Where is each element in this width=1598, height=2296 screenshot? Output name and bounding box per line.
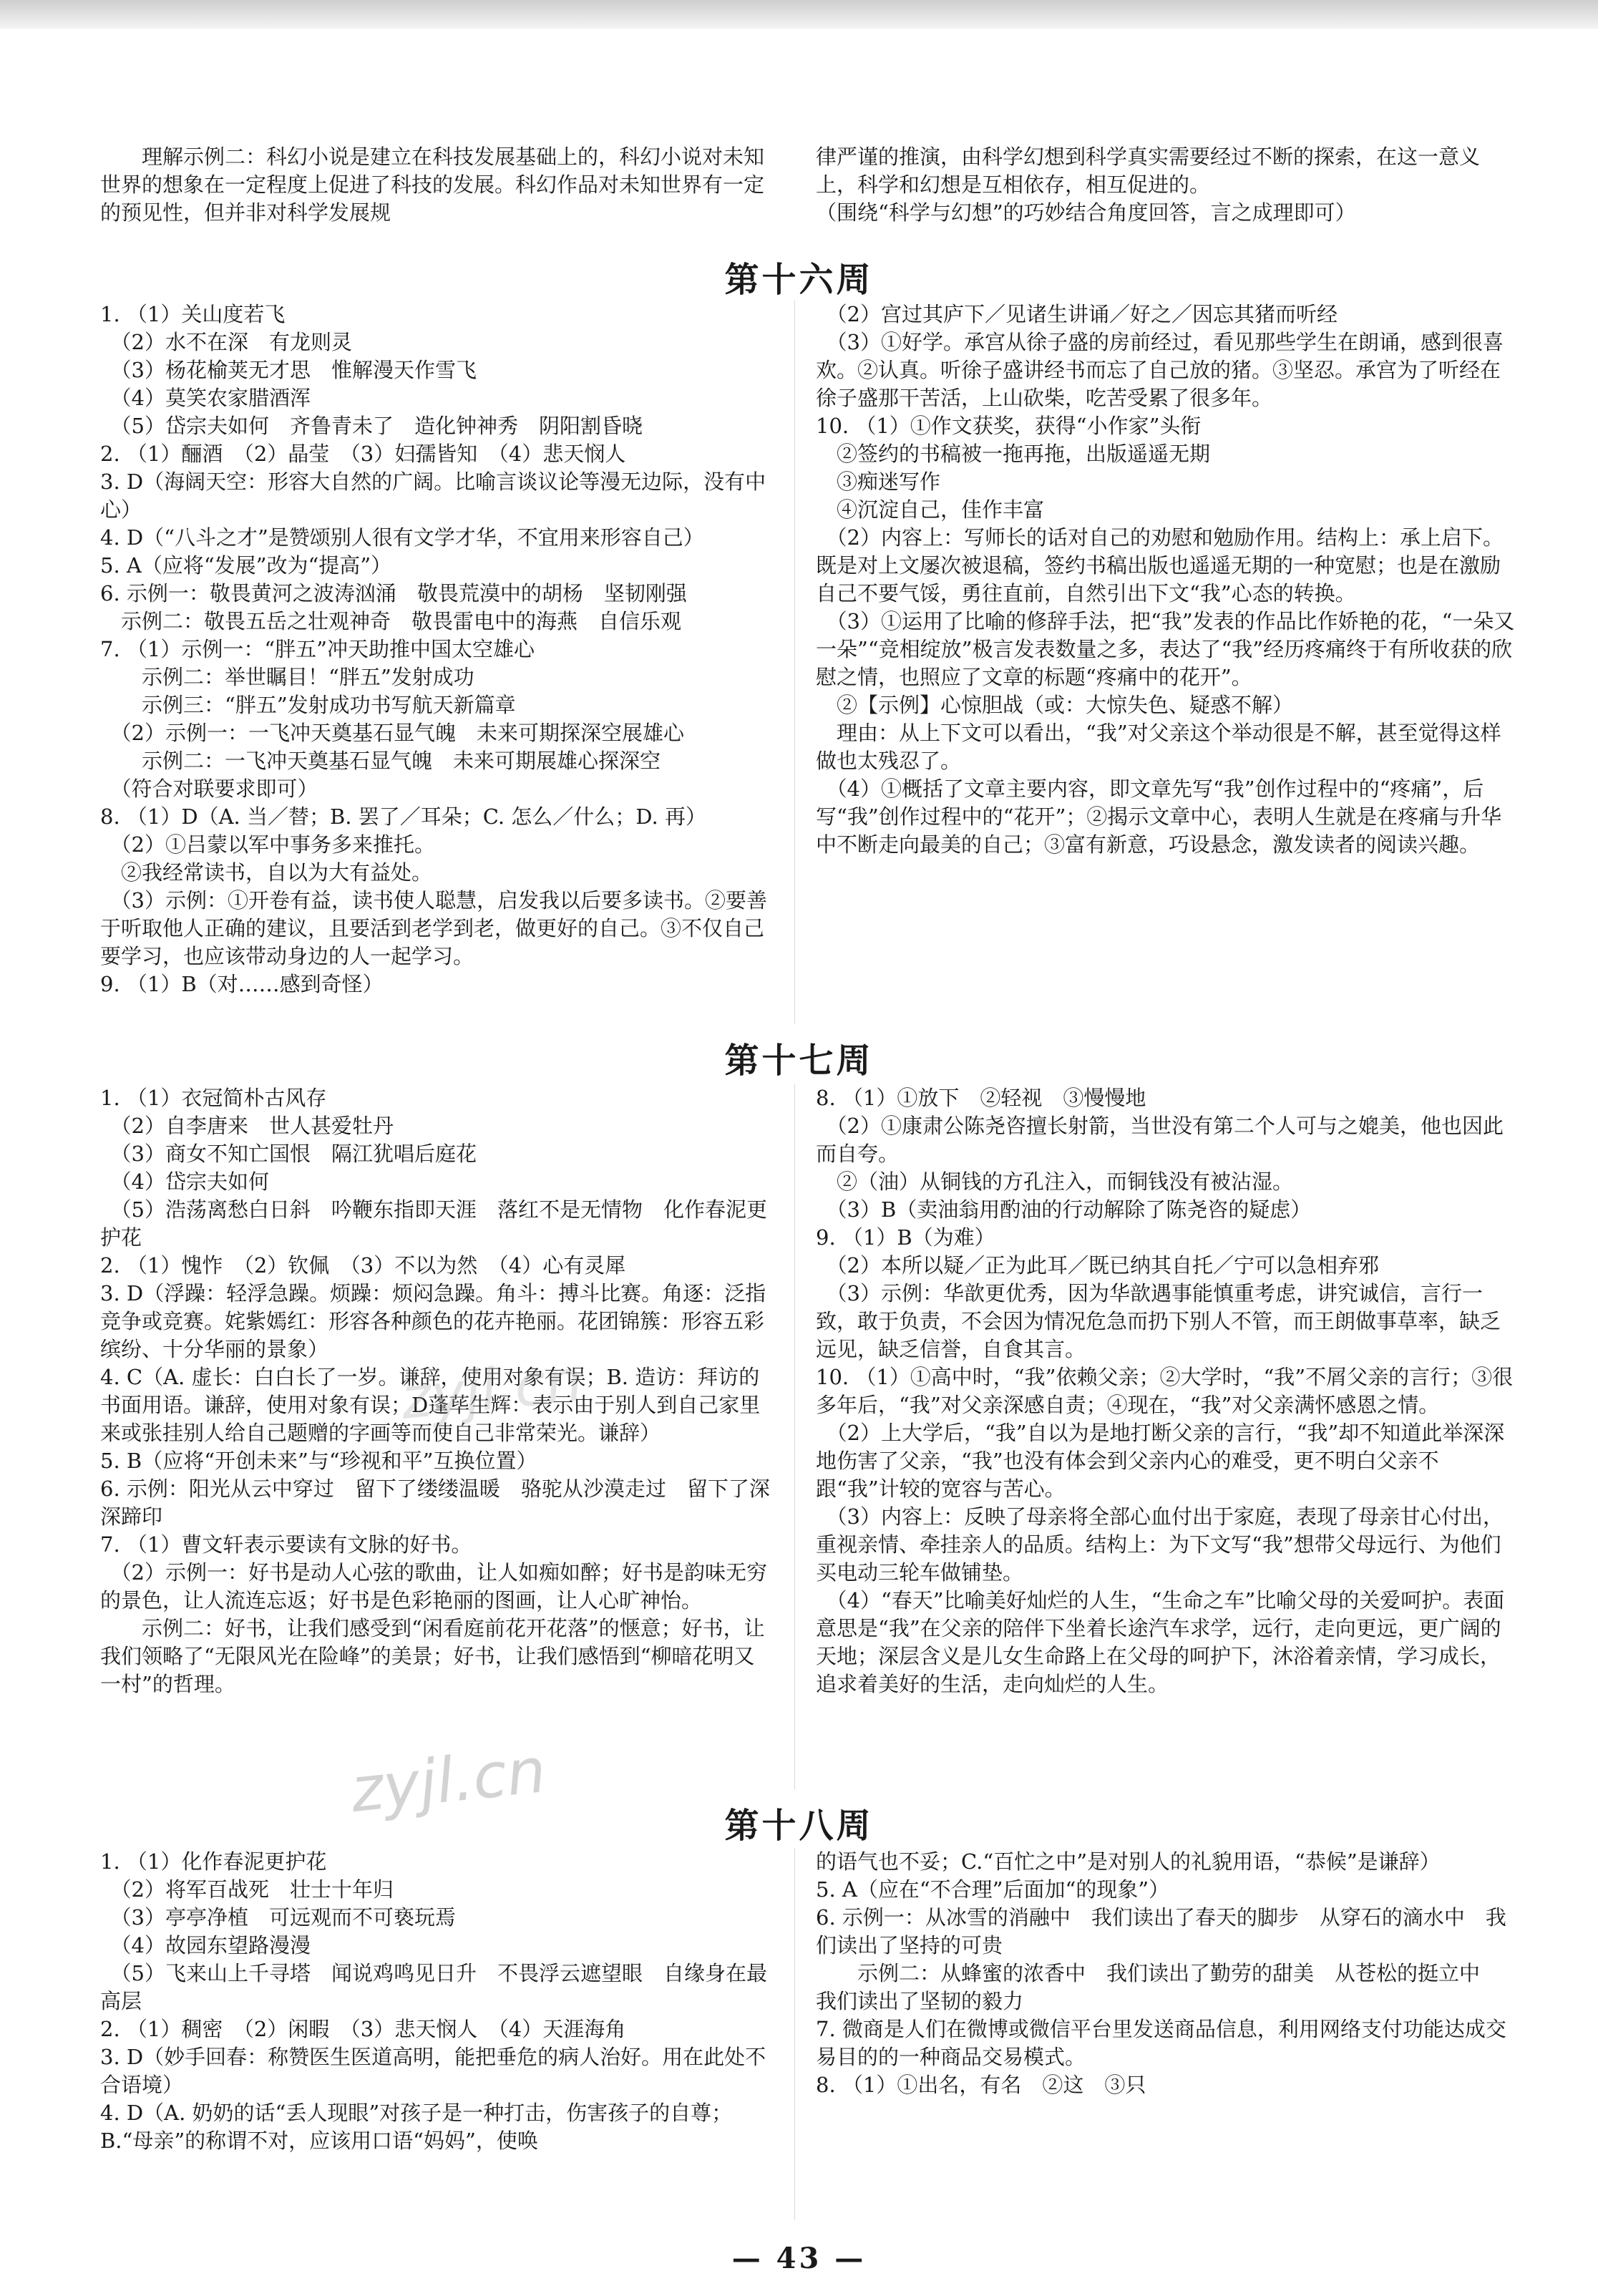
answer-line: （3）杨花榆荚无才思 惟解漫天作雪飞 xyxy=(100,358,477,382)
answer-line: 8. （1）①出名，有名 ②这 ③只 xyxy=(816,2073,1146,2097)
answer-line: （4）莫笑农家腊酒浑 xyxy=(100,386,311,410)
week18-right-column xyxy=(816,1848,1517,2220)
answer-line: （5）岱宗夫如何 齐鲁青未了 造化钟神秀 阴阳割昏晓 xyxy=(100,414,643,438)
answer-line: 示例二：举世瞩目！“胖五”发射成功 xyxy=(100,665,474,689)
week17-right-column xyxy=(816,1084,1517,1793)
column-divider xyxy=(794,1848,795,2220)
answer-line: 3. D（浮躁：轻浮急躁。烦躁：烦闷急躁。角斗：搏斗比赛。角逐：泛指竞争或竞赛。姹紫嫣红：形容各种颜色的花卉艳丽。花团锦簇：形容五彩缤纷、十分华丽的景象） xyxy=(100,1281,766,1361)
answer-line: 2. （1）愧怍 （2）钦佩 （3）不以为然 （4）心有灵犀 xyxy=(100,1253,626,1278)
answer-line: （2）示例一：好书是动人心弦的歌曲，让人如痴如醉；好书是韵味无穷的景色，让人流连忘返；好书是色彩艳丽的图画，让人心旷神怡。 xyxy=(100,1560,767,1612)
answer-line: 理解示例二：科幻小说是建立在科技发展基础上的，科幻小说对未知世界的想象在一定程度上促进了科技的发展。科幻作品对未知世界有一定的预见性，但并非对科学发展规 xyxy=(100,145,765,225)
scan-top-band xyxy=(0,0,1598,29)
answer-line: 示例二：一飞冲天奠基石显气魄 未来可期展雄心探深空 xyxy=(100,749,661,773)
answer-line: ②（油）从铜钱的方孔注入，而铜钱没有被沾湿。 xyxy=(816,1169,1294,1194)
answer-line: 10. （1）①作文获奖，获得“小作家”头衔 xyxy=(816,414,1202,438)
answer-line: 示例三：“胖五”发射成功书写航天新篇章 xyxy=(100,693,516,717)
answer-line: （符合对联要求即可） xyxy=(100,777,318,801)
answer-line: 6. 示例一：敬畏黄河之波涛汹涌 敬畏荒漠中的胡杨 坚韧刚强 xyxy=(100,581,687,605)
answer-line: （2）自李唐来 世人甚爱牡丹 xyxy=(100,1114,394,1138)
watermark-text: zyjl.cn xyxy=(347,1735,550,1826)
week18-left-column xyxy=(100,1848,773,2220)
answer-line: 3. D（妙手回春：称赞医生医道高明，能把垂危的病人治好。用在此处不合语境） xyxy=(100,2045,766,2097)
answer-line: （2）将军百战死 壮士十年归 xyxy=(100,1877,394,1902)
answer-line: 4. D（“八斗之才”是赞颂别人很有文学才华，不宜用来形容自己） xyxy=(100,525,704,550)
answer-line: （2）示例一：一飞冲天奠基石显气魄 未来可期探深空展雄心 xyxy=(100,721,684,745)
intro-block xyxy=(100,143,1517,243)
answer-line: （3）商女不知亡国恨 隔江犹唱后庭花 xyxy=(100,1142,477,1166)
answer-line: 7. （1）示例一：“胖五”冲天助推中国太空雄心 xyxy=(100,637,535,661)
answer-line: 示例二：敬畏五岳之壮观神奇 敬畏雷电中的海燕 自信乐观 xyxy=(100,609,682,633)
answer-line: 8. （1）①放下 ②轻视 ③慢慢地 xyxy=(816,1086,1146,1110)
answer-line: 2. （1）酾酒 （2）晶莹 （3）妇孺皆知 （4）悲天悯人 xyxy=(100,442,626,466)
answer-line: （5）浩荡离愁白日斜 吟鞭东指即天涯 落红不是无情物 化作春泥更护花 xyxy=(100,1197,767,1250)
week17-left-column xyxy=(100,1084,773,1793)
answer-line: 1. （1）化作春泥更护花 xyxy=(100,1849,327,1874)
answer-line: （2）①吕蒙以军中事务多来推托。 xyxy=(100,832,435,857)
column-divider xyxy=(794,301,795,1023)
answer-line: （3）示例：华歆更优秀，因为华歆遇事能慎重考虑，讲究诚信，言行一致，敢于负责，不会因为情况危急而扔下别人不管，而王朗做事草率，缺乏远见，缺乏信誉，自食其言。 xyxy=(816,1281,1501,1361)
answer-line: 示例二：从蜂蜜的浓香中 我们读出了勤劳的甜美 从苍松的挺立中 我们读出了坚韧的毅力 xyxy=(816,1961,1501,2013)
answer-line: （2）水不在深 有龙则灵 xyxy=(100,330,352,354)
answer-line: （3）内容上：反映了母亲将全部心血付出于家庭，表现了母亲甘心付出，重视亲情、牵挂亲人的品质。结构上：为下文写“我”想带父母远行、为他们买电动三轮车做铺垫。 xyxy=(816,1504,1504,1585)
intro-left-column xyxy=(100,143,773,227)
answer-line: （3）①好学。承宫从徐子盛的房前经过，看见那些学生在朗诵，感到很喜欢。②认真。听徐子盛讲经书而忘了自己放的猪。③坚忍。承宫为了听经在徐子盛那干苦活，上山砍柴，吃苦受累了很多年。 xyxy=(816,330,1504,410)
section-title-week16: 第十六周 xyxy=(724,260,874,300)
answer-line: ②签约的书稿被一拖再拖，出版遥遥无期 xyxy=(816,442,1211,466)
answer-line: 6. 示例：阳光从云中穿过 留下了缕缕温暖 骆驼从沙漠走过 留下了深深蹄印 xyxy=(100,1477,770,1529)
section-title-week18: 第十八周 xyxy=(724,1806,874,1846)
answer-line: 理由：从上下文可以看出，“我”对父亲这个举动很是不解，甚至觉得这样做也太残忍了。 xyxy=(816,721,1501,773)
answer-line: 4. D（A. 奶奶的话“丢人现眼”对孩子是一种打击，伤害孩子的自尊；B.“母亲”的称谓不对，应该用口语“妈妈”，使唤 xyxy=(100,2101,733,2153)
answer-line: 5. A（应在“不合理”后面加“的现象”） xyxy=(816,1877,1170,1902)
answer-line: （4）岱宗夫如何 xyxy=(100,1169,269,1194)
answer-line: 4. C（A. 虚长：白白长了一岁。谦辞，使用对象有误；B. 造访：拜访的书面用语。谦辞，使用对象有误；D蓬荜生辉：表示由于别人到自己家里来或张挂别人给自己题赠的字画等而使自己非常荣光。谦辞） xyxy=(100,1365,761,1445)
answer-line: （4）①概括了文章主要内容，即文章先写“我”创作过程中的“疼痛”，后写“我”创作过程中的“花开”；②揭示文章中心，表明人生就是在疼痛与升华中不断走向最美的自己；③富有新意，巧设悬念，激发读者的阅读兴趣。 xyxy=(816,777,1502,857)
answer-line: ②我经常读书，自以为大有益处。 xyxy=(100,860,433,885)
column-divider xyxy=(794,1084,795,1789)
answer-line: （3）示例：①开卷有益，读书使人聪慧，启发我以后要多读书。②要善于听取他人正确的建议，且要活到老学到老，做更好的自己。③不仅自己要学习，也应该带动身边的人一起学习。 xyxy=(100,888,767,968)
answer-line: （3）亭亭净植 可远观而不可亵玩焉 xyxy=(100,1905,456,1930)
answer-line: （围绕“科学与幻想”的巧妙结合角度回答，言之成理即可） xyxy=(816,200,1356,225)
answer-line: ④沉淀自己，佳作丰富 xyxy=(816,497,1045,522)
answer-line: 1. （1）关山度若飞 xyxy=(100,302,286,326)
answer-line: 律严谨的推演，由科学幻想到科学真实需要经过不断的探索，在这一意义上，科学和幻想是互相依存，相互促进的。 xyxy=(816,145,1481,197)
answer-line: 6. 示例一：从冰雪的消融中 我们读出了春天的脚步 从穿石的滴水中 我们读出了坚持的可贵 xyxy=(816,1905,1506,1957)
answer-line: 9. （1）B（为难） xyxy=(816,1225,995,1250)
answer-line: 8. （1）D（A. 当／替；B. 罢了／耳朵；C. 怎么／什么；D. 再） xyxy=(100,804,706,829)
answer-line: ③痴迷写作 xyxy=(816,470,941,494)
answer-line: ②【示例】心惊胆战（或：大惊失色、疑惑不解） xyxy=(816,693,1294,717)
answer-line: （4）“春天”比喻美好灿烂的人生，“生命之车”比喻父母的关爱呵护。表面意思是“我”在父亲的陪伴下坐着长途汽车求学，远行，走向更远，更广阔的天地；深层含义是儿女生命路上在父母的呵护下，沐浴着亲情，学习成长，追求着美好的生活，走向灿烂的人生。 xyxy=(816,1588,1505,1696)
answer-line: （3）B（卖油翁用酌油的行动解除了陈尧咨的疑虑） xyxy=(816,1197,1312,1222)
answer-line: （2）上大学后，“我”自以为是地打断父亲的言行，“我”却不知道此举深深地伤害了父亲，“我”也没有体会到父亲内心的难受，更不明白父亲不跟“我”计较的宽容与苦心。 xyxy=(816,1421,1505,1501)
answer-line: 9. （1）B（对……感到奇怪） xyxy=(100,972,384,996)
answer-line: 示例二：好书，让我们感受到“闲看庭前花开花落”的惬意；好书，让我们领略了“无限风光在险峰”的美景；好书，让我们感悟到“柳暗花明又一村”的哲理。 xyxy=(100,1616,765,1696)
page-number: — 43 — xyxy=(731,2242,867,2275)
answer-line: 10. （1）①高中时，“我”依赖父亲；②大学时，“我”不屑父亲的言行；③很多年后，“我”对父亲深感自责；④现在，“我”对父亲满怀感恩之情。 xyxy=(816,1365,1514,1417)
watermark-logo: zyjl.cn xyxy=(397,1346,586,1433)
answer-line: 3. D（海阔天空：形容大自然的广阔。比喻言谈议论等漫无边际，没有中心） xyxy=(100,470,766,522)
week16-right-column xyxy=(816,301,1517,1027)
answer-line: （3）①运用了比喻的修辞手法，把“我”发表的作品比作娇艳的花，“一朵又一朵”“竞相绽放”极言发表数量之多，表达了“我”经历疼痛终于有所收获的欣慰之情，也照应了文章的标题“疼痛中的花开”。 xyxy=(816,609,1515,689)
answer-line: （2）内容上：写师长的话对自己的劝慰和勉励作用。结构上：承上启下。既是对上文屡次被退稿，签约书稿出版也遥遥无期的一种宽慰；也是在激励自己不要气馁，勇往直前，自然引出下文“我”心态的转换。 xyxy=(816,525,1504,605)
answer-line: 1. （1）衣冠简朴古风存 xyxy=(100,1086,327,1110)
intro-right-column xyxy=(816,143,1517,227)
answer-line: （2）宫过其庐下／见诸生讲诵／好之／因忘其猪而听经 xyxy=(816,302,1338,326)
answer-line: （5）飞来山上千寻塔 闻说鸡鸣见日升 不畏浮云遮望眼 自缘身在最高层 xyxy=(100,1961,767,2013)
answer-line: （2）①康肃公陈尧咨擅长射箭，当世没有第二个人可与之媲美，他也因此而自夸。 xyxy=(816,1114,1504,1166)
answer-line: 5. B（应将“开创未来”与“珍视和平”互换位置） xyxy=(100,1449,537,1473)
answer-line: 7. 微商是人们在微博或微信平台里发送商品信息，利用网络支付功能达成交易目的的一种商品交易模式。 xyxy=(816,2017,1506,2069)
answer-line: （4）故园东望路漫漫 xyxy=(100,1933,311,1957)
answer-line: （2）本所以疑／正为此耳／既已纳其自托／宁可以急相弃邪 xyxy=(816,1253,1379,1278)
answer-line: 5. A（应将“发展”改为“提高”） xyxy=(100,553,392,578)
answer-line: 的语气也不妥；C.“百忙之中”是对别人的礼貌用语，“恭候”是谦辞） xyxy=(816,1849,1441,1874)
answer-line: 7. （1）曹文轩表示要读有文脉的好书。 xyxy=(100,1532,472,1557)
section-title-week17: 第十七周 xyxy=(724,1041,874,1081)
answer-line: 2. （1）稠密 （2）闲暇 （3）悲天悯人 （4）天涯海角 xyxy=(100,2017,626,2041)
week16-left-column xyxy=(100,301,773,1027)
